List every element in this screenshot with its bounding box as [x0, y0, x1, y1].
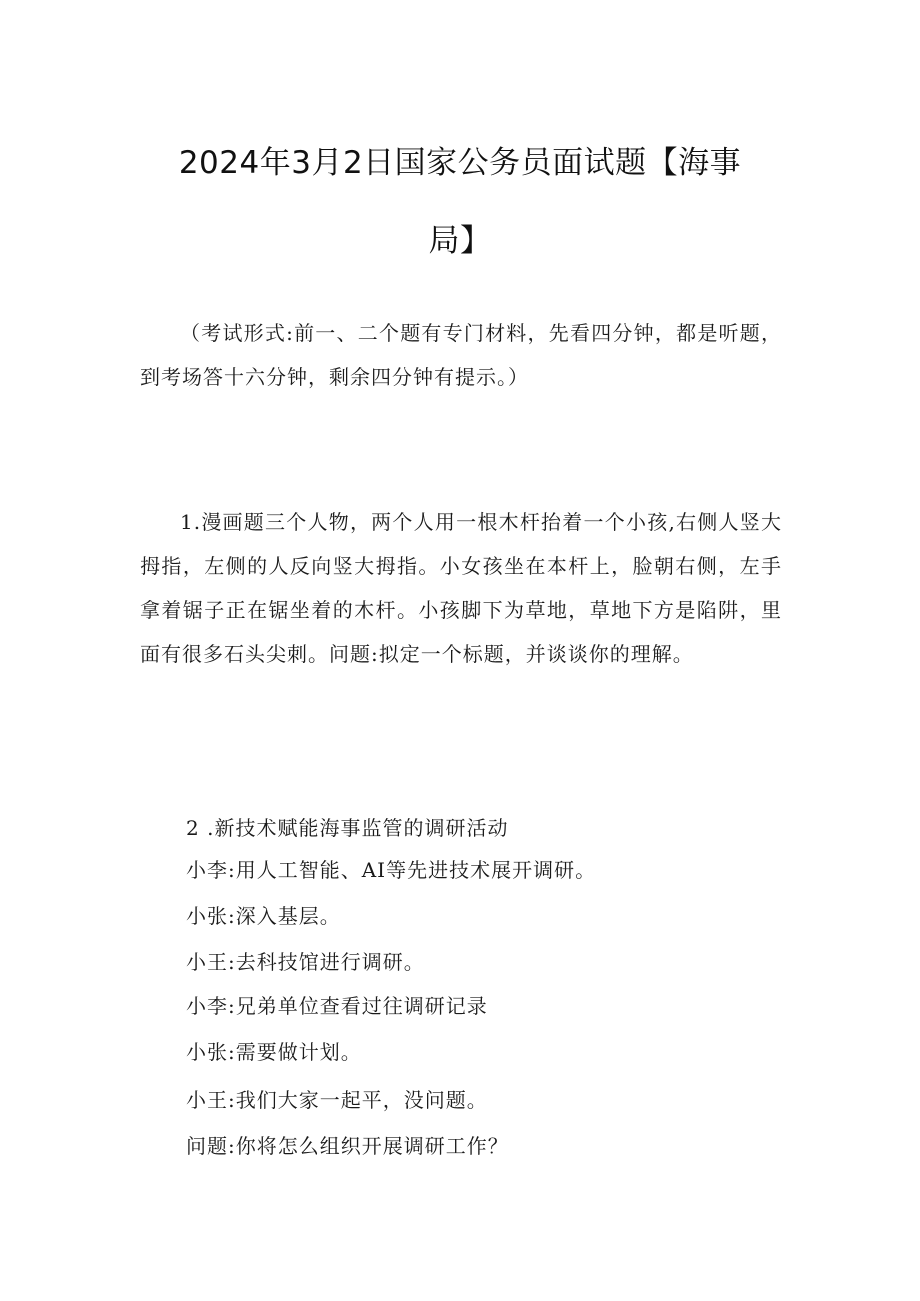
page-title-line-2: 局】	[428, 223, 492, 259]
dialogue-line: 小张:深入基层。	[186, 904, 341, 928]
page-title-line-1: 2024年3月2日国家公务员面试题【海事	[178, 145, 742, 181]
dialogue-line: 小王:我们大家一起平，没问题。	[186, 1088, 488, 1112]
dialogue-line: 小王:去科技馆进行调研。	[186, 950, 425, 974]
question-2-heading: 2 .新技术赋能海事监管的调研活动	[186, 816, 509, 840]
dialogue-line: 小李:用人工智能、AI等先进技术展开调研。	[186, 858, 597, 882]
question-1-text: 1.漫画题三个人物，两个人用一根木杆抬着一个小孩,右侧人竖大拇指，左侧的人反向竖大拇指。小女孩坐在本杆上，脸朝右侧，左手拿着锯子正在锯坐着的木杆。小孩脚下为草地，草地下方是陷阱，里面有很多石头尖刺。问题:拟定一个标题，并谈谈你的理解。	[140, 510, 782, 666]
exam-format-note: （考试形式:前一、二个题有专门材料，先看四分钟，都是听题，到考场答十六分钟，剩余四分钟有提示。）	[140, 321, 782, 389]
dialogue-line: 小张:需要做计划。	[186, 1040, 362, 1064]
dialogue-line: 小李:兄弟单位查看过往调研记录	[186, 994, 488, 1018]
question-2-prompt: 问题:你将怎么组织开展调研工作？	[186, 1134, 509, 1158]
